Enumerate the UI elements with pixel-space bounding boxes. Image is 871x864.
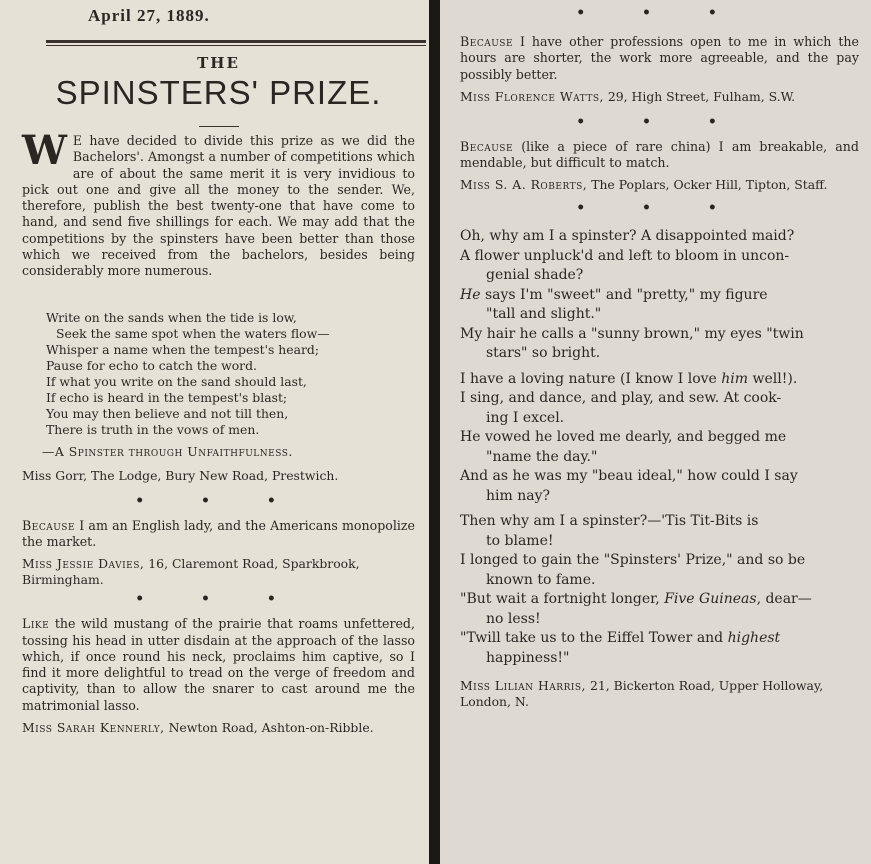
verse-line: ing I excel. — [486, 409, 565, 426]
verse-emph: Five Guineas — [664, 591, 757, 608]
poem — [22, 310, 415, 438]
entry-lead: Because — [460, 34, 514, 49]
verse-line: stars" so bright. — [486, 345, 601, 362]
verse-line: I longed to gain the "Spinsters' Prize," and so be — [460, 552, 806, 569]
right-column — [440, 0, 871, 864]
attr-address: 21, Bickerton Road, Upper Holloway, London, N. — [460, 678, 824, 710]
verse-line: A flower unpluck'd and left to bloom in uncon- — [460, 247, 790, 264]
dateline: April 27, 1889. — [88, 6, 210, 25]
verse-line — [460, 370, 859, 390]
attr-name: Miss Jessie Davies, — [22, 556, 145, 572]
attr-name: Miss Florence Watts, — [460, 88, 604, 104]
verse-line: to blame! — [486, 532, 554, 549]
attr-name: Miss Lilian Harris, — [460, 678, 586, 694]
poem-attribution: Miss Gorr, The Lodge, Bury New Road, Prestwich. — [22, 467, 339, 483]
entry-text: I have other professions open to me in which the hours are shorter, the work more agreeable, and the pay possibly better. — [460, 34, 859, 82]
poem-line: If echo is heard in the tempest's blast; — [46, 389, 288, 405]
verse-text: , dear— — [756, 591, 812, 608]
verse-emph: highest — [727, 630, 781, 647]
poem-line: Pause for echo to catch the word. — [46, 357, 257, 373]
poem-line: Seek the same spot when the waters flow— — [56, 325, 330, 341]
attr-name: Miss Sarah Kennerly, — [22, 720, 165, 736]
entry-professions — [460, 34, 859, 83]
verse-line: I sing, and dance, and play, and sew. At cook- — [460, 390, 782, 407]
drop-cap: W — [22, 127, 67, 174]
verse-emph: He — [460, 286, 481, 303]
headline: SPINSTERS' PRIZE. — [55, 74, 382, 111]
entry-mustang — [22, 616, 415, 714]
verse-text: "But wait a fortnight longer, — [460, 591, 665, 608]
verse-line: Oh, why am I a spinster? A disappointed maid? — [460, 228, 795, 245]
left-column — [0, 0, 429, 864]
verse-text: "Twill take us to the Eiffel Tower and — [460, 630, 728, 647]
verse-line: happiness!" — [486, 649, 570, 666]
verse-line: him nay? — [486, 487, 550, 504]
verse-text: well!). — [748, 370, 798, 387]
poem-line: There is truth in the vows of men. — [46, 421, 260, 437]
verse-line — [460, 590, 859, 610]
entry-rare-china — [460, 139, 859, 172]
entry-attribution — [22, 556, 415, 588]
attr-address: Newton Road, Ashton-on-Ribble. — [168, 720, 374, 736]
separator-dots: • • • — [576, 113, 743, 130]
attr-address: The Poplars, Ocker Hill, Tipton, Staff. — [591, 177, 828, 193]
verse-line — [460, 629, 859, 649]
intro-paragraph — [22, 127, 415, 280]
entry-lead: Like — [22, 616, 50, 632]
verse — [460, 227, 859, 668]
entry-attribution — [460, 89, 859, 105]
verse-line: "tall and slight." — [486, 306, 602, 323]
verse-line: And as he was my "beau ideal," how could I say — [460, 468, 798, 485]
verse-text: says I'm "sweet" and "pretty," my figure — [480, 286, 768, 303]
verse-line: "name the day." — [486, 448, 598, 465]
verse-line: My hair he calls a "sunny brown," my eyes "twin — [460, 325, 804, 342]
poem-signature: —A Spinster through Unfaithfulness. — [42, 443, 293, 459]
entry-english-lady — [22, 518, 415, 551]
entry-attribution — [22, 720, 415, 736]
verse-line: no less! — [486, 610, 541, 627]
verse-line: known to fame. — [486, 571, 596, 588]
verse-line: genial shade? — [486, 267, 584, 284]
entry-text: (like a piece of rare china) I am breakable, and mendable, but difficult to match. — [460, 138, 859, 171]
poem-line: If what you write on the sand should last, — [46, 373, 307, 389]
attr-address: 29, High Street, Fulham, S.W. — [607, 88, 796, 104]
attr-name: Miss S. A. Roberts, — [460, 177, 588, 193]
entry-attribution — [460, 177, 859, 193]
entry-lead: Because — [22, 517, 76, 533]
header-rule — [46, 40, 426, 46]
headline-the: THE — [197, 54, 240, 72]
verse-line — [460, 286, 859, 306]
poem-line: Whisper a name when the tempest's heard; — [46, 341, 320, 357]
entry-text: the wild mustang of the prairie that roams unfettered, tossing his head in utter disdain at the approach of the lasso which, if once round his neck, proclaims him captive, so I find it more delightful to tread on the verge of freedom and captivity, than to allow the snarer to cast around me the matrimonial lasso. — [22, 616, 415, 713]
separator-dots: • • • — [576, 5, 743, 21]
poem-line: Write on the sands when the tide is low, — [46, 309, 297, 325]
attr-address: 16, Claremont Road, Sparkbrook, Birmingham. — [22, 556, 360, 588]
verse-emph: him — [721, 370, 749, 387]
separator-dots: • • • — [135, 591, 302, 608]
verse-line: Then why am I a spinster?—'Tis Tit-Bits is — [460, 513, 759, 530]
entry-lead: Because — [460, 138, 514, 154]
entry-attribution — [460, 678, 859, 710]
intro-text: E have decided to divide this prize as we did the Bachelors'. Amongst a number of competitions which are of about the same merit it is very invidious to pick out one and give all the money to the sender. We, therefore, publish the best twenty-one that have come to hand, and send five shillings for each. We may add that the competitions by the spinsters have been better than those which we received from the bachelors, besides being considerably more numerous. — [22, 133, 415, 279]
poem-line: You may then believe and not till then, — [46, 405, 289, 421]
separator-dots: • • • — [135, 492, 302, 509]
separator-dots: • • • — [576, 200, 743, 217]
verse-text: I have a loving nature (I know I love — [460, 370, 722, 387]
short-rule — [199, 126, 239, 127]
entry-text: I am an English lady, and the Americans monopolize the market. — [22, 517, 415, 549]
verse-line: He vowed he loved me dearly, and begged me — [460, 429, 787, 446]
